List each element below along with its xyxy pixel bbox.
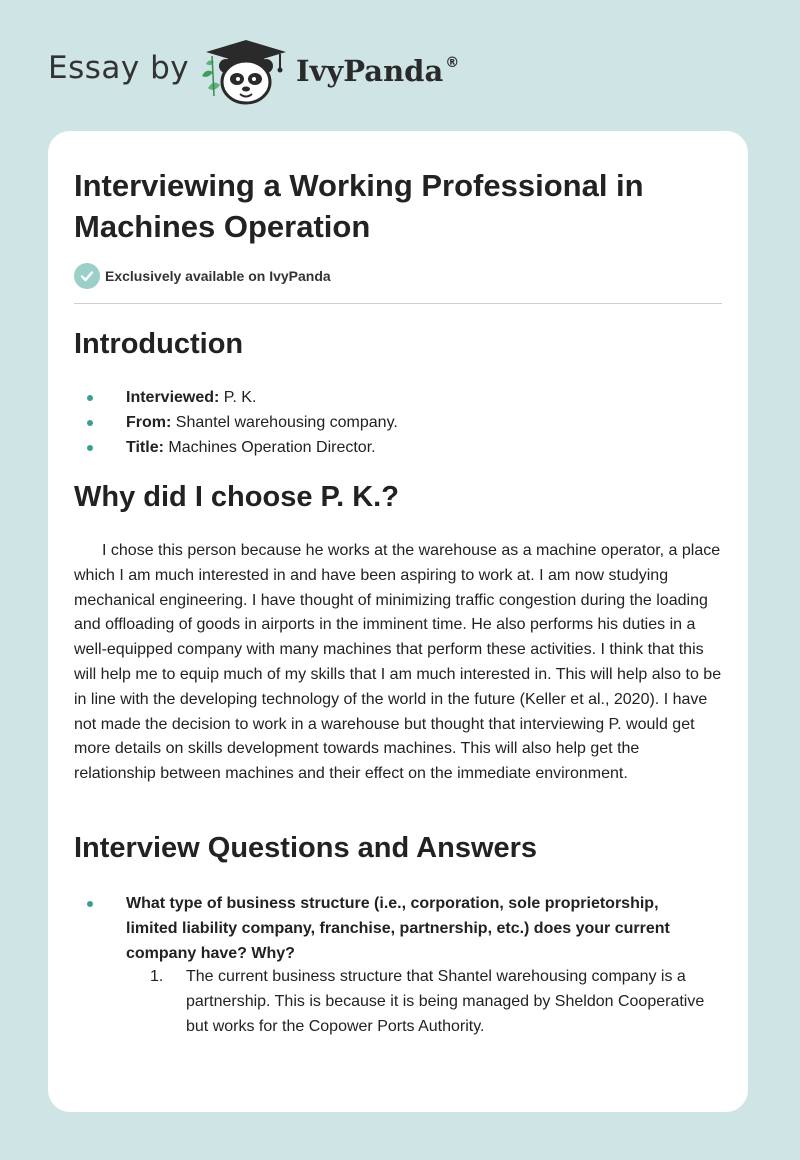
bullet-icon	[87, 901, 93, 907]
brand-name[interactable]: IvyPanda ®	[296, 54, 460, 88]
bullet-icon	[87, 395, 93, 401]
item-label: Interviewed:	[126, 389, 220, 406]
page-title: Interviewing a Working Professional in Machines Operation	[74, 168, 644, 244]
registered-mark: ®	[445, 55, 460, 71]
section-heading-introduction: Introduction	[74, 328, 244, 360]
exclusive-label: Exclusively available on IvyPanda	[105, 268, 331, 284]
item-value: Machines Operation Director.	[163, 439, 376, 456]
divider	[74, 303, 722, 304]
item-label: Title:	[126, 439, 164, 456]
introduction-list	[74, 385, 714, 460]
answer-list	[148, 964, 718, 1039]
question-item	[74, 891, 714, 966]
answer-number: 1.	[150, 968, 164, 985]
body-paragraph: I chose this person because he works at the warehouse as a machine operator, a place which I am much interested in and have been aspiring to work at. I am now studying mechanical engineering. I have thought of minimizing traffic congestion during the loading and offloading of goods in airports in the imminent time. He also performs his duties in a well-equipped company with many machines that perform these activities. I think that this will help me to equip much of my skills that I am much interested in. This will help also to be in line with the developing technology of the world in the future (Keller et al., 2020). I have not made the decision to work in a warehouse but thought that interviewing P. would get more details on skills development towards machines. This will also help get the relationship between machines and their effect on the immediate environment.	[74, 542, 722, 783]
ivy-leaf-icon	[202, 56, 220, 96]
list-item	[74, 410, 714, 435]
article-card	[48, 131, 748, 1112]
list-item	[74, 385, 714, 410]
item-label: From:	[126, 414, 172, 431]
section-heading-qa: Interview Questions and Answers	[74, 832, 538, 864]
essay-by-label: Essay by	[48, 50, 190, 86]
question-text: What type of business structure (i.e., corporation, sole proprietorship, limited liability company, franchise, partnership, etc.) does your current company have? Why?	[126, 895, 670, 962]
item-value: P. K.	[219, 389, 257, 406]
check-icon	[74, 263, 100, 289]
bullet-icon	[87, 445, 93, 451]
ivypanda-logo-icon[interactable]	[200, 36, 292, 108]
answer-text: The current business structure that Shantel warehousing company is a partnership. This is because it is being managed by Sheldon Cooperative but works for the Copower Ports Authority.	[186, 968, 705, 1035]
section-heading-why: Why did I choose P. K.?	[74, 481, 399, 513]
question-list	[74, 891, 714, 966]
list-item	[74, 435, 714, 460]
bullet-icon	[87, 420, 93, 426]
exclusive-badge	[74, 262, 331, 290]
site-header	[0, 0, 800, 120]
item-value: Shantel warehousing company.	[171, 414, 398, 431]
answer-item	[148, 964, 718, 1039]
